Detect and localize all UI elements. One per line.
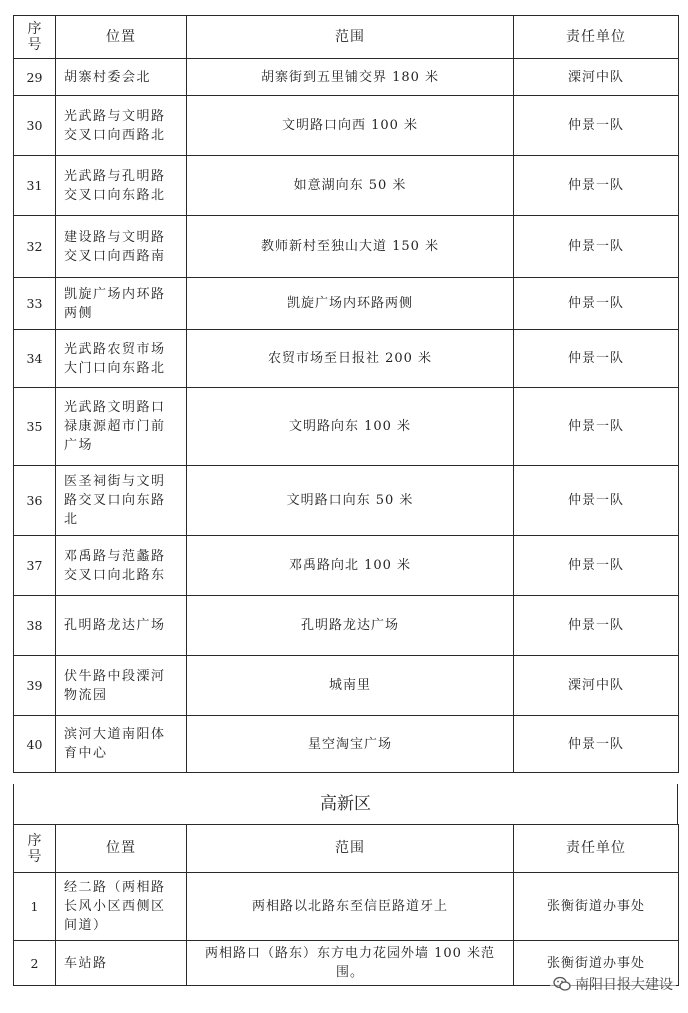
row-range: [187, 536, 514, 596]
row-range-text: 两相路口（路东）东方电力花园外墙 100 米范 围。: [204, 946, 496, 980]
row-seq: [14, 941, 56, 986]
table-row: [14, 278, 679, 330]
row-unit-text: 仲景一队: [567, 239, 624, 254]
row-unit-text: 溧河中队: [567, 678, 624, 693]
row-location-text: 光武路与孔明路 交叉口向东路北: [64, 168, 166, 203]
wechat-icon: [553, 976, 571, 992]
row-unit-text: 仲景一队: [567, 419, 624, 434]
row-unit-text: 张衡街道办事处: [546, 955, 645, 971]
table-row: [14, 330, 679, 388]
row-unit-text: 仲景一队: [567, 618, 624, 633]
row-location: [56, 330, 187, 388]
table-row: [14, 716, 679, 773]
row-seq: [14, 596, 56, 656]
row-location: [56, 216, 187, 278]
table-row: [14, 536, 679, 596]
row-unit: [514, 716, 679, 773]
row-unit: [514, 536, 679, 596]
row-seq: [14, 656, 56, 716]
row-seq-text: 2: [30, 955, 39, 971]
row-seq-text: 33: [26, 296, 43, 311]
row-location: [56, 596, 187, 656]
row-location-text: 孔明路龙达广场: [64, 618, 166, 633]
row-seq: [14, 216, 56, 278]
row-range-text: 农贸市场至日报社 200 米: [267, 351, 433, 366]
row-range: [187, 873, 514, 941]
row-unit: [514, 596, 679, 656]
row-range: [187, 466, 514, 536]
row-unit: [514, 656, 679, 716]
table-row: [14, 596, 679, 656]
row-seq-text: 1: [30, 899, 39, 914]
row-seq-text: 38: [26, 618, 43, 633]
row-unit-text: 仲景一队: [567, 558, 624, 573]
row-seq-text: 31: [26, 178, 43, 193]
row-unit: [514, 59, 679, 96]
row-seq-text: 30: [26, 118, 43, 133]
row-unit-text: 仲景一队: [567, 178, 624, 193]
table-row: [14, 466, 679, 536]
row-seq: [14, 330, 56, 388]
table-main: [13, 15, 679, 773]
row-location-text: 光武路农贸市场 大门口向东路北: [64, 341, 166, 376]
row-range-text: 凯旋广场内环路两侧: [286, 296, 413, 311]
header-location: 位置: [56, 825, 187, 873]
row-unit: [514, 156, 679, 216]
row-unit-text: 仲景一队: [567, 736, 624, 752]
row-range: [187, 216, 514, 278]
row-range-text: 文明路口向西 100 米: [281, 118, 419, 133]
row-unit-text: 仲景一队: [567, 493, 624, 508]
row-seq-text: 35: [26, 419, 43, 434]
watermark-text: 南阳日报大建设: [575, 977, 673, 993]
row-range: [187, 716, 514, 773]
row-seq-text: 37: [26, 558, 43, 573]
row-range-text: 文明路向东 100 米: [288, 419, 412, 434]
row-range: [187, 156, 514, 216]
row-range-text: 邓禹路向北 100 米: [288, 558, 412, 573]
row-location-text: 医圣祠街与文明 路交叉口向东路 北: [64, 474, 166, 527]
row-seq: [14, 278, 56, 330]
row-range-text: 城南里: [328, 678, 371, 693]
row-range-text: 孔明路龙达广场: [300, 618, 399, 633]
section-title: 高新区: [13, 784, 678, 824]
row-location-text: 凯旋广场内环路 两侧: [64, 286, 166, 321]
row-location-text: 滨河大道南阳体 育中心: [64, 727, 166, 761]
row-unit-text: 张衡街道办事处: [546, 899, 645, 914]
row-range: [187, 388, 514, 466]
row-location-text: 建设路与文明路 交叉口向西路南: [64, 229, 166, 264]
row-range: [187, 278, 514, 330]
row-unit: [514, 873, 679, 941]
header-range: 范围: [187, 825, 514, 873]
row-location-text: 光武路与文明路 交叉口向西路北: [64, 108, 166, 143]
header-seq: 序 号: [14, 825, 56, 873]
row-location: [56, 156, 187, 216]
row-range-text: 文明路口向东 50 米: [286, 493, 414, 508]
row-seq: [14, 466, 56, 536]
row-location: [56, 388, 187, 466]
row-range: [187, 96, 514, 156]
table-header-row: [14, 825, 679, 873]
row-location: [56, 59, 187, 96]
row-unit: [514, 388, 679, 466]
header-location: 位置: [56, 16, 187, 59]
row-location-text: 车站路: [64, 955, 108, 971]
table-row: [14, 156, 679, 216]
row-seq-text: 32: [26, 239, 43, 254]
row-unit-text: 仲景一队: [567, 351, 624, 366]
row-seq-text: 29: [26, 69, 43, 85]
table-header-row: [14, 16, 679, 59]
row-seq-text: 39: [26, 678, 43, 693]
row-seq: [14, 96, 56, 156]
row-seq: [14, 388, 56, 466]
table-gaoxin: [13, 824, 679, 986]
row-range: [187, 330, 514, 388]
row-unit: [514, 466, 679, 536]
row-range-text: 胡寨街到五里铺交界 180 米: [260, 69, 440, 85]
header-range: 范围: [187, 16, 514, 59]
row-range: [187, 596, 514, 656]
table-row: [14, 388, 679, 466]
row-location-text: 胡寨村委会北: [64, 69, 152, 85]
row-location-text: 经二路（两相路 长风小区西侧区 间道）: [64, 880, 166, 933]
row-location-text: 光武路文明路口 禄康源超市门前 广场: [64, 400, 166, 453]
row-unit: [514, 216, 679, 278]
table-row: [14, 656, 679, 716]
row-unit: [514, 330, 679, 388]
row-range-text: 两相路以北路东至信臣路道牙上: [251, 899, 448, 914]
row-seq: [14, 536, 56, 596]
row-range-text: 如意湖向东 50 米: [293, 178, 407, 193]
row-location: [56, 466, 187, 536]
row-range: [187, 59, 514, 96]
row-location: [56, 716, 187, 773]
row-seq-text: 36: [26, 493, 43, 508]
row-seq: [14, 156, 56, 216]
row-location: [56, 873, 187, 941]
header-unit: 责任单位: [514, 16, 679, 59]
row-location: [56, 656, 187, 716]
row-location: [56, 941, 187, 986]
row-location: [56, 536, 187, 596]
row-range: [187, 941, 514, 986]
row-unit: [514, 96, 679, 156]
header-seq: 序 号: [14, 16, 56, 59]
table-row: [14, 96, 679, 156]
table-row: [14, 59, 679, 96]
row-location: [56, 96, 187, 156]
row-location: [56, 278, 187, 330]
row-unit-text: 溧河中队: [567, 69, 624, 85]
table-row: [14, 873, 679, 941]
table-row: [14, 216, 679, 278]
row-unit-text: 仲景一队: [567, 296, 624, 311]
row-seq: [14, 59, 56, 96]
watermark: [550, 972, 676, 996]
row-seq-text: 40: [26, 736, 43, 752]
row-seq-text: 34: [26, 351, 43, 366]
row-range: [187, 656, 514, 716]
row-range-text: 教师新村至独山大道 150 米: [260, 239, 440, 254]
row-range-text: 星空淘宝广场: [307, 736, 392, 752]
row-unit-text: 仲景一队: [567, 118, 624, 133]
row-seq: [14, 873, 56, 941]
row-location-text: 邓禹路与范蠡路 交叉口向北路东: [64, 548, 166, 583]
row-location-text: 伏牛路中段溧河 物流园: [64, 668, 166, 703]
row-unit: [514, 278, 679, 330]
row-seq: [14, 716, 56, 773]
header-unit: 责任单位: [514, 825, 679, 873]
